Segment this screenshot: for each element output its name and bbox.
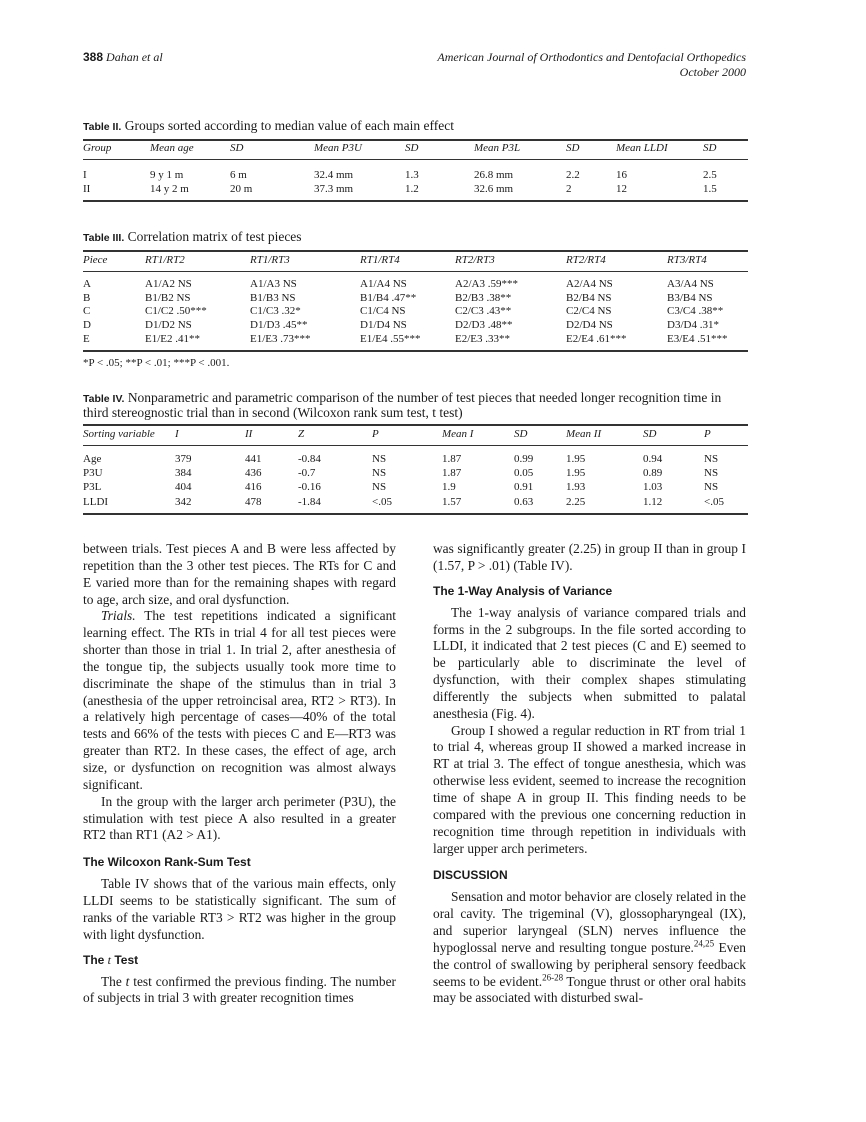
table-cell: B1/B2 NS [145, 291, 191, 304]
paragraph: between trials. Test pieces A and B were less affected by repetition than the 3 other test pieces. The RTs for C and E varied more than for the remaining shapes with regard to age, arch size, and oral dysfunction. [83, 541, 396, 607]
table-cell: 14 y 2 m [150, 182, 189, 195]
table-cell: D [83, 319, 91, 332]
table-cell: D3/D4 .31* [667, 319, 719, 332]
table-label: Table IV. [83, 393, 125, 405]
column-header: RT1/RT4 [360, 254, 400, 266]
table-cell: A2/A4 NS [566, 278, 613, 290]
table-cell: P3L [83, 481, 102, 494]
column-header: SD [703, 142, 717, 154]
table-cell: 1.03 [643, 481, 663, 494]
table-cell: 2.2 [566, 169, 580, 181]
table-rule [83, 250, 748, 252]
table-cell: 9 y 1 m [150, 169, 184, 181]
paragraph: Table IV shows that of the various main effects, only LLDI seems to be statistically significant. The sum of ranks of the variable RT3 > RT2 was higher in the group with light dysfunction. [83, 876, 396, 942]
paragraph [83, 974, 396, 1008]
table-cell: D2/D4 NS [566, 319, 613, 332]
right-column [433, 541, 746, 1007]
table-cell: 384 [175, 467, 192, 480]
table-cell: 0.89 [643, 467, 663, 480]
page-number: 388 [83, 50, 104, 64]
table-cell: NS [704, 467, 719, 480]
column-header: Mean LLDI [616, 142, 668, 154]
table-cell: 1.12 [643, 495, 663, 508]
table-cell: 0.63 [514, 495, 534, 508]
table-cell: B [83, 291, 91, 304]
column-header: RT3/RT4 [667, 254, 707, 266]
paragraph-text: Tongue thrust or other oral habits may be associated with disturbed swal- [433, 973, 746, 1006]
paragraph-text: Even the control of swallowing by peripheral sensory feedback seems to be evident. [433, 939, 746, 989]
table-cell: <.05 [704, 495, 724, 508]
column-header: Group [83, 142, 112, 154]
table-cell: 12 [616, 182, 627, 195]
table-cell: 6 m [230, 169, 247, 181]
table-cell: 0.05 [514, 467, 534, 480]
table-rule [83, 159, 748, 160]
table-cell: 1.87 [442, 467, 462, 480]
table-cell: 16 [616, 169, 627, 181]
table-cell: A [83, 278, 91, 290]
table-cell: LLDI [83, 495, 109, 508]
paragraph: In the group with the larger arch perimeter (P3U), the stimulation with test piece A also resulted in a greater RT2 than RT1 (A2 > A1). [83, 793, 396, 843]
column-header: SD [514, 428, 528, 440]
table-cell: 1.95 [566, 453, 586, 465]
column-header: SD [566, 142, 580, 154]
table-cell: NS [372, 467, 387, 480]
section-heading: The Wilcoxon Rank-Sum Test [83, 855, 251, 870]
table-cell: B2/B4 NS [566, 291, 612, 304]
table-cell: 404 [175, 481, 192, 494]
table-cell: II [83, 182, 91, 195]
table-cell: 32.4 mm [314, 169, 354, 181]
table-cell: 379 [175, 453, 192, 465]
column-header: SD [230, 142, 244, 154]
section-heading: The 1-Way Analysis of Variance [433, 583, 613, 598]
table-cell: E2/E4 .61*** [566, 332, 627, 345]
table-cell: B1/B4 .47** [360, 291, 417, 304]
table-cell: 20 m [230, 182, 253, 195]
column-header: RT2/RT4 [566, 254, 606, 266]
table-cell: 2.5 [703, 169, 717, 181]
table-cell: 2.25 [566, 495, 586, 508]
table-cell: E1/E2 .41** [145, 332, 200, 345]
table-cell: 441 [245, 453, 262, 465]
table-cell: C2/C4 NS [566, 305, 612, 318]
table-cell: B3/B4 NS [667, 291, 713, 304]
table-cell: 478 [245, 495, 262, 508]
table-cell: -0.7 [298, 467, 316, 480]
column-header: Piece [83, 254, 108, 266]
table-rule [83, 139, 748, 141]
paragraph: Group I showed a regular reduction in RT from trial 1 to trial 4, whereas group II showed a marked increase in RT at trial 3. The effect of tongue anesthesia, which was otherwise less evident, seemed to increase the recognition time of shape A in group II. This finding needs to be compared with the previous one concerning reduction in recognition time through repetition in individuals with larger upper arch perimeters. [433, 722, 746, 856]
table-cell: 1.9 [442, 481, 456, 494]
table-cell: NS [372, 481, 387, 494]
table-cell: B1/B3 NS [250, 291, 296, 304]
column-header: Mean I [442, 428, 474, 440]
table-cell: A3/A4 NS [667, 278, 714, 290]
table-cell: C3/C4 .38** [667, 305, 724, 318]
table-cell: A1/A2 NS [145, 278, 192, 290]
table-rule [83, 445, 748, 446]
column-header: SD [643, 428, 657, 440]
journal-name: American Journal of Orthodontics and Dentofacial Orthopedics [437, 50, 746, 64]
paragraph: was significantly greater (2.25) in group II than in group I (1.57, P > .01) (Table IV). [433, 541, 746, 573]
table2-caption [83, 119, 748, 134]
running-header-right [437, 50, 746, 80]
paragraph-text: test confirmed the previous finding. The number of subjects in trial 3 with greater recognition times [83, 973, 396, 1006]
caption-text: Groups sorted according to median value of each main effect [124, 118, 454, 133]
paragraph-text: The test repetitions indicated a significant learning effect. The RTs in trial 4 for all test pieces were shorter than those in trial 1. In trial 2, after anesthesia of the tongue tip, the subjects usually took more time to discriminate the shape of the stimulus than in trial 3 (anesthesia of the upper retroincisal area, RT2 > RT3). In a relatively high percentage of cases—40% of the total tests and 66% of the tests with pieces C and E—RT3 was greater than RT2. In these cases, the effect of age, arch size, or dysfunction on recognition was almost always significant. [83, 608, 396, 792]
table-cell: 0.94 [643, 453, 663, 465]
column-header: Mean II [566, 428, 602, 440]
table-label: Table III. [83, 232, 125, 244]
table-cell: 416 [245, 481, 262, 494]
running-header-left [83, 50, 163, 65]
table-cell: -0.16 [298, 481, 321, 494]
table-cell: <.05 [372, 495, 392, 508]
column-header: II [245, 428, 253, 440]
table-cell: 1.95 [566, 467, 586, 480]
authors: Dahan et al [106, 50, 163, 64]
table-cell: NS [372, 453, 387, 465]
table-cell: 1.57 [442, 495, 462, 508]
table-cell: D2/D3 .48** [455, 319, 513, 332]
caption-text: Nonparametric and parametric comparison of the number of test pieces that needed longer recognition time in third stereognostic trial than in second (Wilcoxon rank sum test, t test) [83, 390, 722, 420]
column-header: Mean P3L [474, 142, 521, 154]
table-rule [83, 513, 748, 515]
column-header: Sorting variable [83, 428, 155, 440]
table-cell: E3/E4 .51*** [667, 332, 728, 345]
table-cell: P3U [83, 467, 103, 480]
column-header: RT1/RT3 [250, 254, 290, 266]
table-cell: A1/A4 NS [360, 278, 407, 290]
table-cell: C1/C3 .32* [250, 305, 301, 318]
table-cell: NS [704, 453, 719, 465]
table-cell: Age [83, 453, 102, 465]
heading-text: The [83, 952, 108, 967]
run-in-heading: Trials. [101, 608, 136, 624]
table-cell: 2 [566, 182, 572, 195]
paragraph-text: The [101, 973, 126, 989]
column-header: Mean age [150, 142, 194, 154]
table3-footnote: *P < .05; **P < .01; ***P < .001. [83, 357, 230, 369]
table-cell: D1/D2 NS [145, 319, 192, 332]
table-cell: 1.87 [442, 453, 462, 465]
table-cell: 32.6 mm [474, 182, 514, 195]
table-cell: 1.93 [566, 481, 586, 494]
paragraph: The 1-way analysis of variance compared trials and forms in the 2 subgroups. In the file sorted according to LLDI, it indicated that 2 test pieces (C and E) seemed to be particularly able to discriminate the level of dysfunction, with their complex shapes stimulating differently the subjects when submitted to palatal anesthesia (Fig. 4). [433, 604, 746, 721]
table-cell: A1/A3 NS [250, 278, 297, 290]
table-cell: C2/C3 .43** [455, 305, 512, 318]
table-cell: NS [704, 481, 719, 494]
table-cell: -1.84 [298, 495, 321, 508]
column-header: SD [405, 142, 419, 154]
table-rule [83, 271, 748, 272]
table-cell: E [83, 332, 90, 345]
table-cell: 1.3 [405, 169, 419, 181]
caption-text: Correlation matrix of test pieces [127, 229, 302, 244]
table-label: Table II. [83, 121, 122, 133]
italic-t: t [125, 973, 130, 989]
citation: 24,25 [693, 938, 715, 949]
table-cell: 1.5 [703, 182, 717, 195]
table-cell: B2/B3 .38** [455, 291, 512, 304]
heading-italic: t [107, 952, 112, 967]
table-cell: E1/E3 .73*** [250, 332, 311, 345]
table3-caption [83, 230, 748, 245]
table-cell: A2/A3 .59*** [455, 278, 518, 290]
issue-date: October 2000 [679, 65, 746, 79]
paragraph [433, 889, 746, 1007]
column-header: Z [298, 428, 305, 440]
left-column [83, 541, 396, 1007]
citation: 26-28 [542, 972, 564, 983]
table-cell: 26.8 mm [474, 169, 514, 181]
table-cell: 342 [175, 495, 192, 508]
table-cell: 1.2 [405, 182, 419, 195]
table-cell: -0.84 [298, 453, 321, 465]
table-cell: E1/E4 .55*** [360, 332, 421, 345]
table-cell: 0.99 [514, 453, 534, 465]
column-header: I [175, 428, 179, 440]
paragraph [83, 608, 396, 793]
table-cell: 436 [245, 467, 262, 480]
column-header: RT2/RT3 [455, 254, 495, 266]
section-heading [83, 952, 396, 968]
section-heading: DISCUSSION [433, 868, 508, 883]
table-cell: C [83, 305, 91, 318]
table4-caption [83, 391, 748, 420]
column-header: P [704, 428, 711, 440]
table-cell: 0.91 [514, 481, 534, 494]
table-cell: D1/D4 NS [360, 319, 407, 332]
column-header: RT1/RT2 [145, 254, 185, 266]
column-header: P [372, 428, 379, 440]
table-cell: 37.3 mm [314, 182, 354, 195]
paragraph-text: Sensation and motor behavior are closely related in the oral cavity. The trigeminal (V), glossopharyngeal (IX), and superior laryngeal (SLN) nerves influence the hypoglossal nerve and resulting tongue posture. [433, 889, 746, 955]
table-rule [83, 200, 748, 202]
table-cell: D1/D3 .45** [250, 319, 308, 332]
column-header: Mean P3U [314, 142, 362, 154]
table-cell: C1/C4 NS [360, 305, 406, 318]
table-cell: C1/C2 .50*** [145, 305, 207, 318]
table-rule [83, 350, 748, 352]
table-rule [83, 424, 748, 426]
heading-text: Test [111, 952, 139, 967]
table-cell: E2/E3 .33** [455, 332, 510, 345]
table-cell: I [83, 169, 87, 181]
